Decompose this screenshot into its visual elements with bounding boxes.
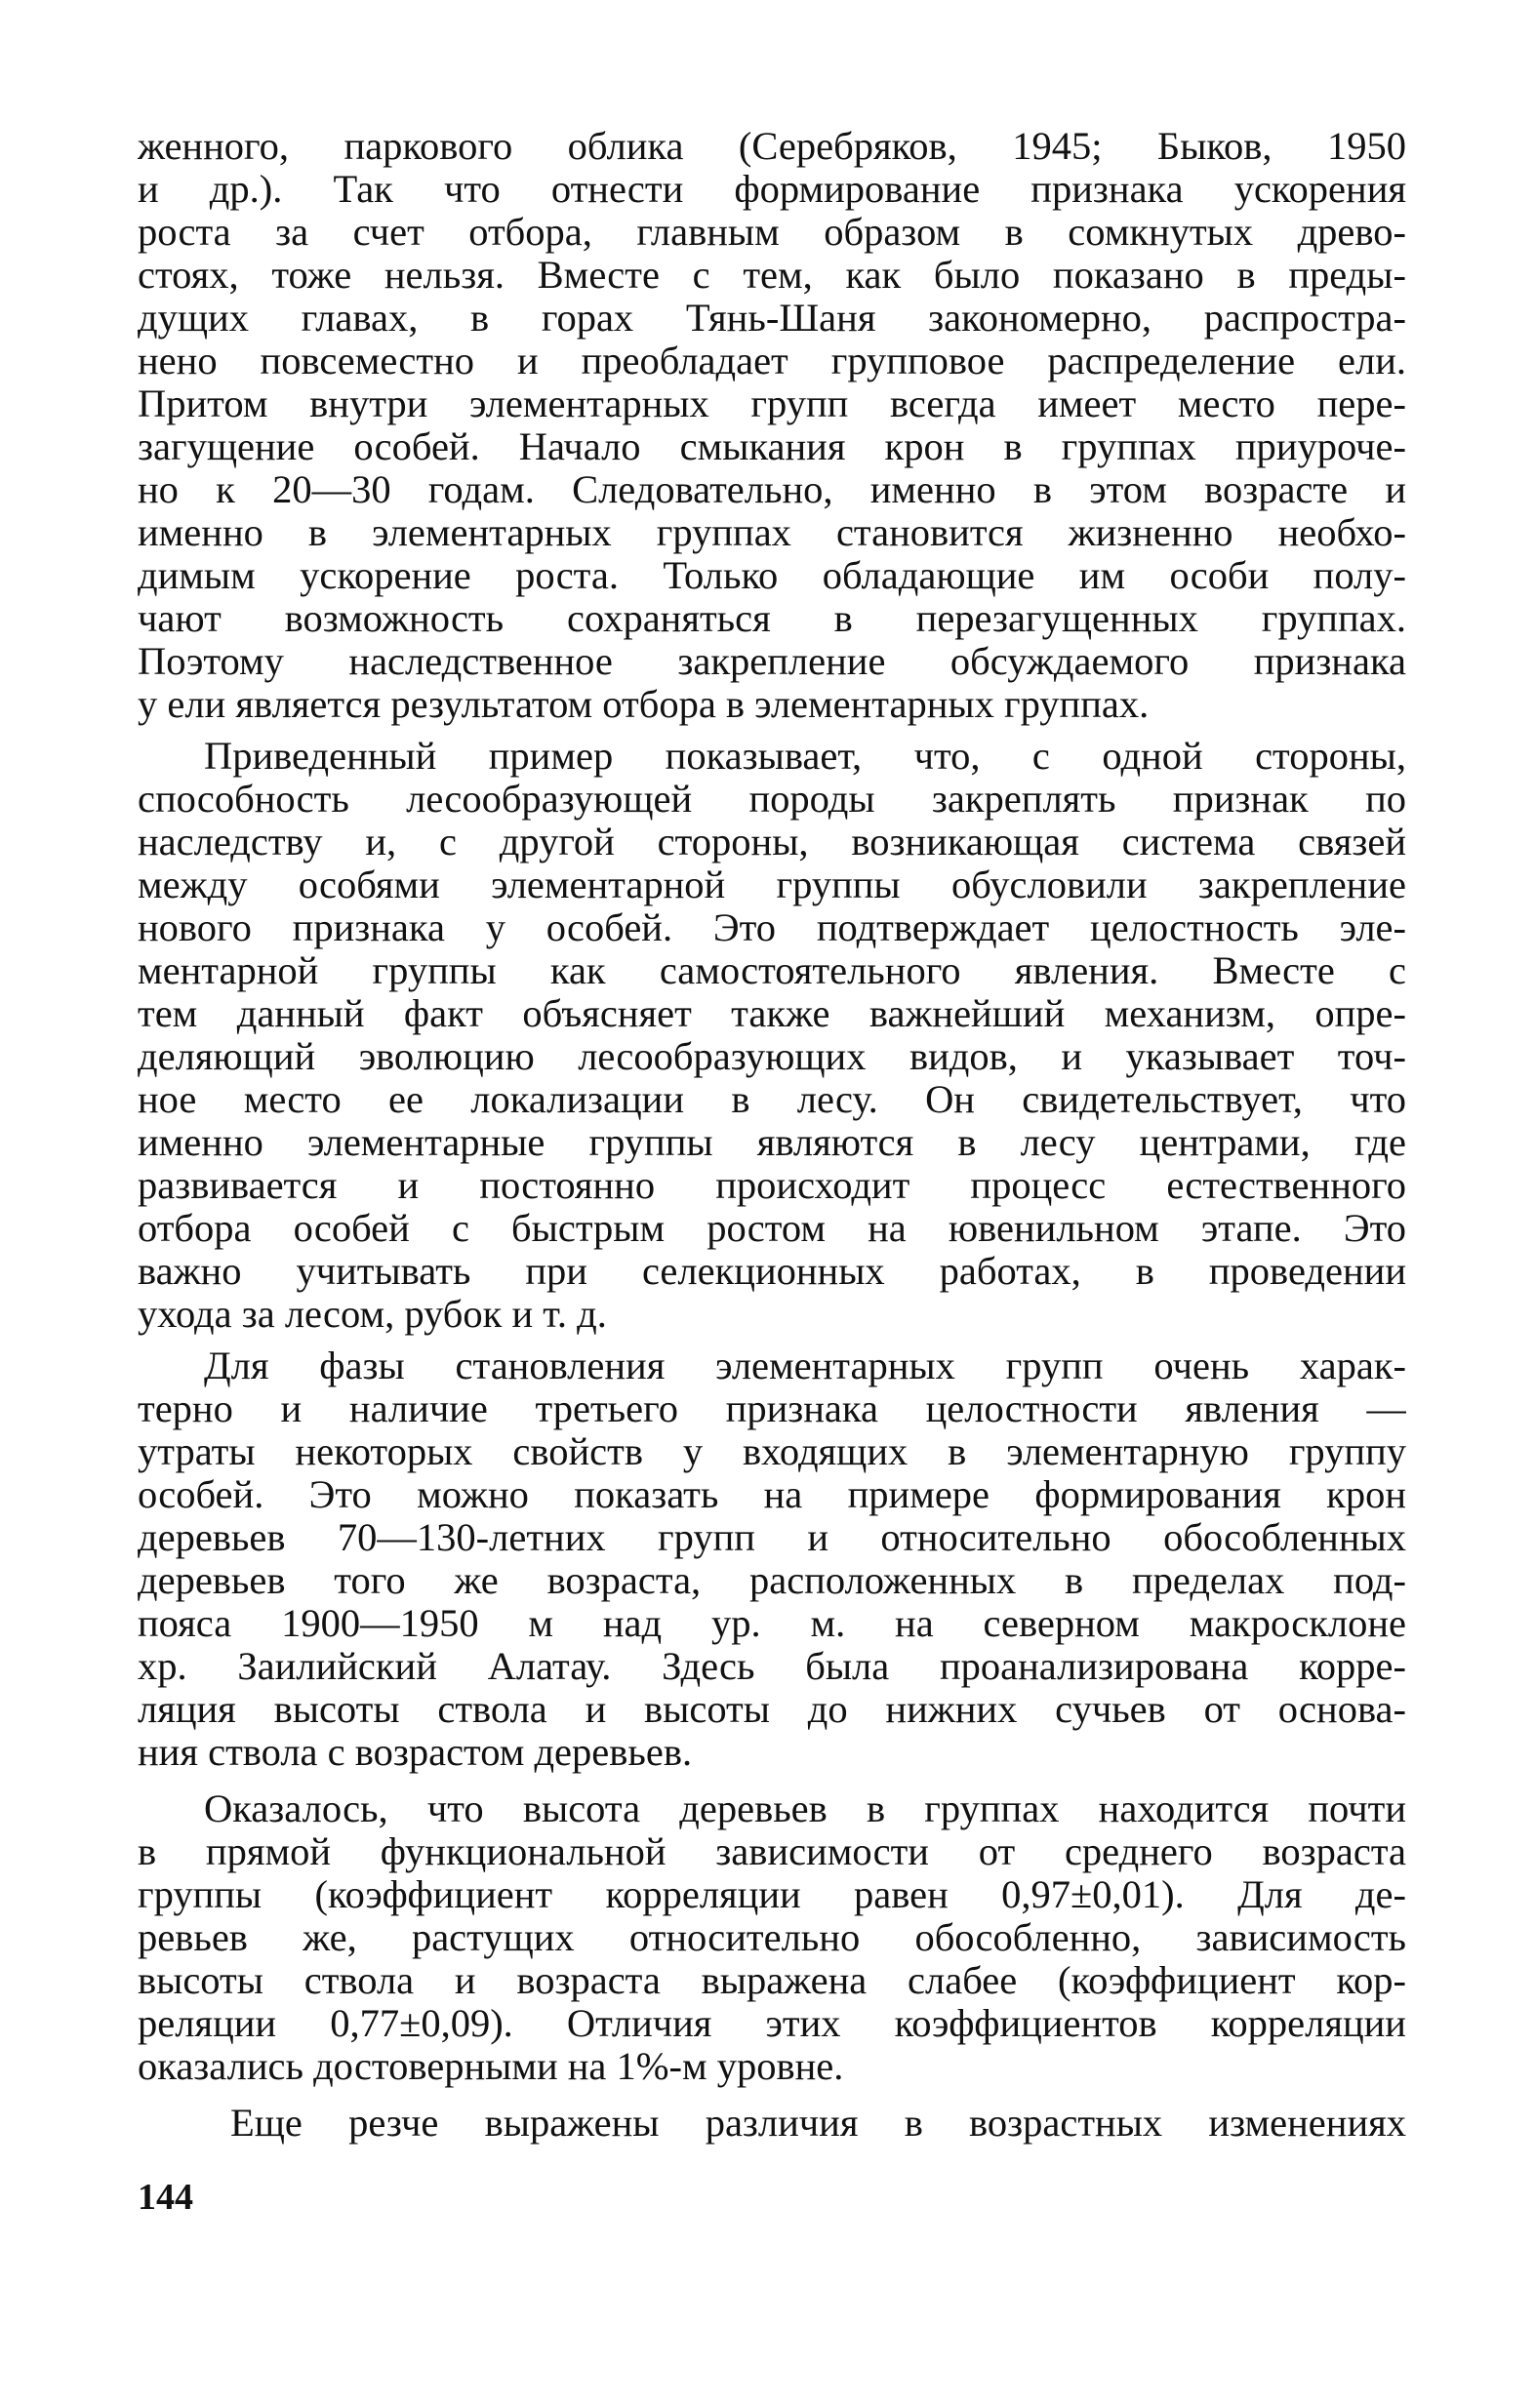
text-line: пояса 1900—1950 м над ур. м. на северном макросклоне (138, 1602, 1406, 1645)
text-line: ляция высоты ствола и высоты до нижних сучьев от основа- (138, 1688, 1406, 1731)
text-line: Для фазы становления элементарных групп очень харак- (204, 1344, 1406, 1387)
text-line: именно элементарные группы являются в лесу центрами, где (138, 1121, 1406, 1164)
text-line: нено повсеместно и преобладает групповое распределение ели. (138, 340, 1406, 382)
text-line: наследству и, с другой стороны, возникающая система связей (138, 821, 1406, 863)
text-line: в прямой функциональной зависимости от среднего возраста (138, 1830, 1406, 1873)
text-line: женного, паркового облика (Серебряков, 1945; Быков, 1950 (138, 125, 1406, 168)
text-line: высоты ствола и возраста выражена слабее (коэффициент кор- (138, 1959, 1406, 2002)
text-line: деляющий эволюцию лесообразующих видов, и указывает точ- (138, 1035, 1406, 1078)
text-line: роста за счет отбора, главным образом в сомкнутых древо- (138, 211, 1406, 254)
text-line: ное место ее локализации в лесу. Он свидетельствует, что (138, 1078, 1406, 1121)
text-line: особей. Это можно показать на примере формирования крон (138, 1473, 1406, 1516)
text-line: способность лесообразующей породы закреплять признак по (138, 778, 1406, 821)
text-line: деревьев 70—130-летних групп и относительно обособленных (138, 1516, 1406, 1559)
text-line: Поэтому наследственное закрепление обсуждаемого признака (138, 640, 1406, 683)
text-line: стоях, тоже нельзя. Вместе с тем, как было показано в преды- (138, 254, 1406, 297)
text-line: именно в элементарных группах становится жизненно необхо- (138, 511, 1406, 554)
text-line: но к 20—30 годам. Следовательно, именно в этом возрасте и (138, 468, 1406, 511)
text-line: ментарной группы как самостоятельного явления. Вместе с (138, 949, 1406, 992)
text-line: димым ускорение роста. Только обладающие им особи полу- (138, 554, 1406, 597)
text-line: загущение особей. Начало смыкания крон в группах приуроче- (138, 425, 1406, 468)
text-line: развивается и постоянно происходит процесс естественного (138, 1164, 1406, 1207)
text-line: хр. Заилийский Алатау. Здесь была проанализирована корре- (138, 1645, 1406, 1688)
text-line: важно учитывать при селекционных работах, в проведении (138, 1250, 1406, 1293)
text-line: Еще резче выражены различия в возрастных изменениях (230, 2102, 1406, 2145)
text-line: Приведенный пример показывает, что, с одной стороны, (204, 735, 1406, 778)
text-line: утраты некоторых свойств у входящих в элементарную группу (138, 1430, 1406, 1473)
text-line: отбора особей с быстрым ростом на ювенильном этапе. Это (138, 1207, 1406, 1250)
text-line: реляции 0,77±0,09). Отличия этих коэффициентов корреляции (138, 2002, 1406, 2045)
text-line: ния ствола с возрастом деревьев. (138, 1731, 693, 1774)
text-line: Притом внутри элементарных групп всегда имеет место пере- (138, 382, 1406, 425)
text-line: деревьев того же возраста, расположенных в пределах под- (138, 1559, 1406, 1602)
text-line: чают возможность сохраняться в перезагущенных группах. (138, 597, 1406, 640)
text-line: дущих главах, в горах Тянь-Шаня закономерно, распростра- (138, 297, 1406, 340)
text-line: тем данный факт объясняет также важнейший механизм, опре- (138, 992, 1406, 1035)
text-line: группы (коэффициент корреляции равен 0,97±0,01). Для де- (138, 1873, 1406, 1916)
text-line: оказались достоверными на 1%-м уровне. (138, 2045, 844, 2088)
text-line: ревьев же, растущих относительно обособленно, зависимость (138, 1916, 1406, 1959)
text-line: Оказалось, что высота деревьев в группах находится почти (204, 1787, 1406, 1830)
text-line: между особями элементарной группы обусловили закрепление (138, 863, 1406, 906)
text-line: терно и наличие третьего признака целостности явления — (138, 1387, 1406, 1430)
text-line: у ели является результатом отбора в элементарных группах. (138, 683, 1150, 726)
text-line: ухода за лесом, рубок и т. д. (138, 1293, 607, 1336)
page-number: 144 (138, 2177, 193, 2218)
text-line: и др.). Так что отнести формирование признака ускорения (138, 168, 1406, 211)
text-line: нового признака у особей. Это подтверждает целостность эле- (138, 906, 1406, 949)
